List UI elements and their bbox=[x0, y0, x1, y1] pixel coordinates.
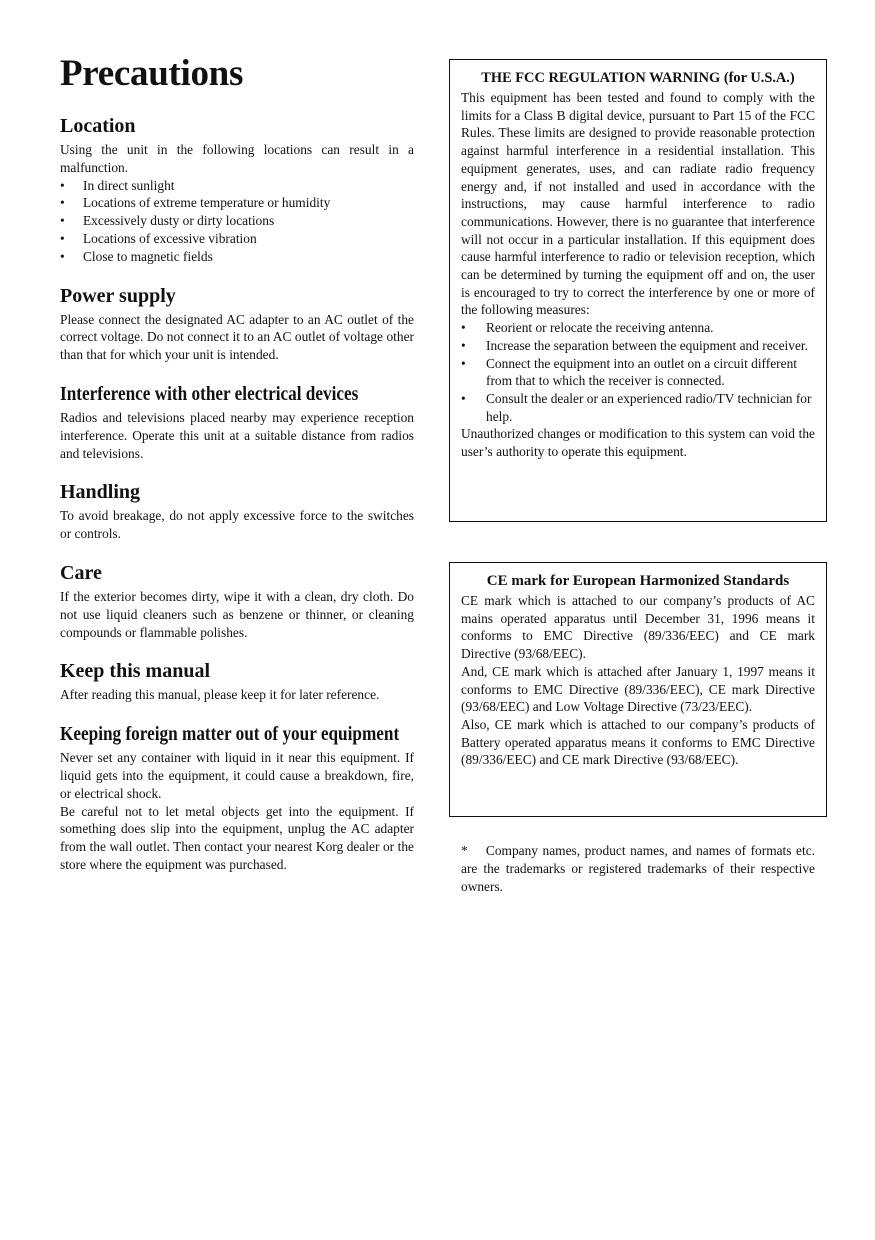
left-column bbox=[60, 52, 414, 892]
list-item: • Increase the separation between the equipment and receiver. bbox=[461, 337, 808, 353]
care-body: If the exterior becomes dirty, wipe it with a clean, dry cloth. Do not use liquid cleaners such as benzene or thinner, or cleaning compounds or flammable polishes. bbox=[60, 588, 414, 640]
bullet-icon: • bbox=[461, 337, 466, 353]
page-title: Precautions bbox=[60, 53, 244, 94]
ce-mark-box bbox=[449, 562, 827, 817]
bullet-icon: • bbox=[461, 390, 466, 406]
handling-body: To avoid breakage, do not apply excessive force to the switches or controls. bbox=[60, 508, 414, 542]
list-item: • Reorient or relocate the receiving antenna. bbox=[461, 320, 714, 336]
fcc-measures-list bbox=[461, 319, 815, 425]
fcc-body: This equipment has been tested and found to comply with the limits for a Class B digital device, pursuant to Part 15 of the FCC Rules. These limits are designed to provide reasonable protection against harmful interference in a residential installation. This equipment generates, uses, and can radiate radio frequency energy and, if not installed and used in accordance with the instructions, may cause harmful interference to radio communications. However, there is no guarantee that interference will not occur in a particular installation. If this equipment does cause harmful interference to radio or television reception, which can be determined by turning the equipment off and on, the user is encouraged to try to correct the interference by one or more of the following measures: bbox=[461, 90, 815, 318]
care-heading: Care bbox=[60, 561, 102, 584]
interference-heading: Interference with other electrical devices bbox=[60, 382, 359, 405]
bullet-icon: • bbox=[461, 355, 466, 371]
ce-para-1: CE mark which is attached to our company’s products of AC mains operated apparatus until December 31, 1996 means it conforms to EMC Directive (89/336/EEC) and CE mark Directive (93/68/EEC). bbox=[461, 593, 815, 662]
fcc-warning-box bbox=[449, 59, 827, 522]
bullet-icon: • bbox=[60, 177, 65, 193]
list-item: • Connect the equipment into an outlet on a circuit different from that to which the receiver is connected. bbox=[461, 355, 797, 389]
section-keep-manual bbox=[60, 659, 414, 704]
bullet-icon: • bbox=[60, 248, 65, 264]
bullet-icon: • bbox=[60, 195, 65, 211]
bullet-icon: • bbox=[60, 230, 65, 246]
interference-body: Radios and televisions placed nearby may experience reception interference. Operate this unit at a suitable distance from radios and televisions. bbox=[60, 409, 414, 461]
footnote-text bbox=[461, 842, 815, 895]
list-item: • Locations of excessive vibration bbox=[60, 230, 257, 246]
location-list bbox=[60, 177, 414, 266]
section-care bbox=[60, 561, 414, 641]
keep-manual-heading: Keep this manual bbox=[60, 660, 211, 683]
foreign-matter-heading: Keeping foreign matter out of your equipment bbox=[60, 723, 400, 746]
foreign-matter-body-1: Never set any container with liquid in it near this equipment. If liquid gets into the equipment, it could cause a breakdown, fire, or electrical shock. bbox=[60, 750, 414, 801]
list-item: • In direct sunlight bbox=[60, 177, 175, 193]
ce-title: CE mark for European Harmonized Standards bbox=[486, 573, 790, 589]
footnote-body: Company names, product names, and names of formats etc. are the trademarks or registered trademarks of their respective owners. bbox=[461, 843, 815, 894]
bullet-icon: • bbox=[461, 320, 466, 336]
section-interference bbox=[60, 382, 414, 462]
section-foreign-matter bbox=[60, 722, 414, 874]
ce-para-2: And, CE mark which is attached after January 1, 1997 means it conforms to EMC Directive (89/336/EEC), CE mark Directive (93/68/EEC) and Low Voltage Directive (73/23/EEC). bbox=[461, 663, 815, 715]
section-handling bbox=[60, 480, 414, 543]
bullet-icon: • bbox=[60, 213, 65, 229]
power-supply-body: Please connect the designated AC adapter to an AC outlet of the correct voltage. Do not connect it to an AC outlet of voltage other than that for which your unit is intended. bbox=[60, 311, 414, 363]
fcc-closing: Unauthorized changes or modification to this system can void the user’s authority to operate this equipment. bbox=[461, 426, 815, 460]
ce-para-3: Also, CE mark which is attached to our company’s products of Battery operated apparatus means it conforms to EMC Directive (89/336/EEC) and CE mark Directive (93/68/EEC). bbox=[461, 716, 815, 768]
keep-manual-body: After reading this manual, please keep it for later reference. bbox=[60, 687, 380, 703]
handling-heading: Handling bbox=[60, 481, 141, 504]
list-item: • Consult the dealer or an experienced radio/TV technician for help. bbox=[461, 390, 812, 424]
trademark-footnote bbox=[449, 842, 827, 895]
fcc-title: THE FCC REGULATION WARNING (for U.S.A.) bbox=[481, 70, 795, 86]
foreign-matter-body-2: Be careful not to let metal objects get into the equipment. If something does slip into the equipment, unplug the AC adapter from the wall outlet. Then contact your nearest Korg dealer or the store where the equipment was purchased. bbox=[60, 803, 414, 872]
footnote-marker: * bbox=[461, 843, 468, 858]
right-column bbox=[449, 59, 827, 895]
power-supply-heading: Power supply bbox=[60, 284, 176, 307]
section-power-supply bbox=[60, 284, 414, 364]
location-body: Using the unit in the following locations can result in a malfunction. bbox=[60, 142, 414, 175]
list-item: • Excessively dusty or dirty locations bbox=[60, 213, 275, 229]
location-heading: Location bbox=[60, 115, 136, 137]
list-item: • Locations of extreme temperature or humidity bbox=[60, 195, 331, 211]
section-location bbox=[60, 114, 414, 266]
list-item: • Close to magnetic fields bbox=[60, 248, 213, 264]
